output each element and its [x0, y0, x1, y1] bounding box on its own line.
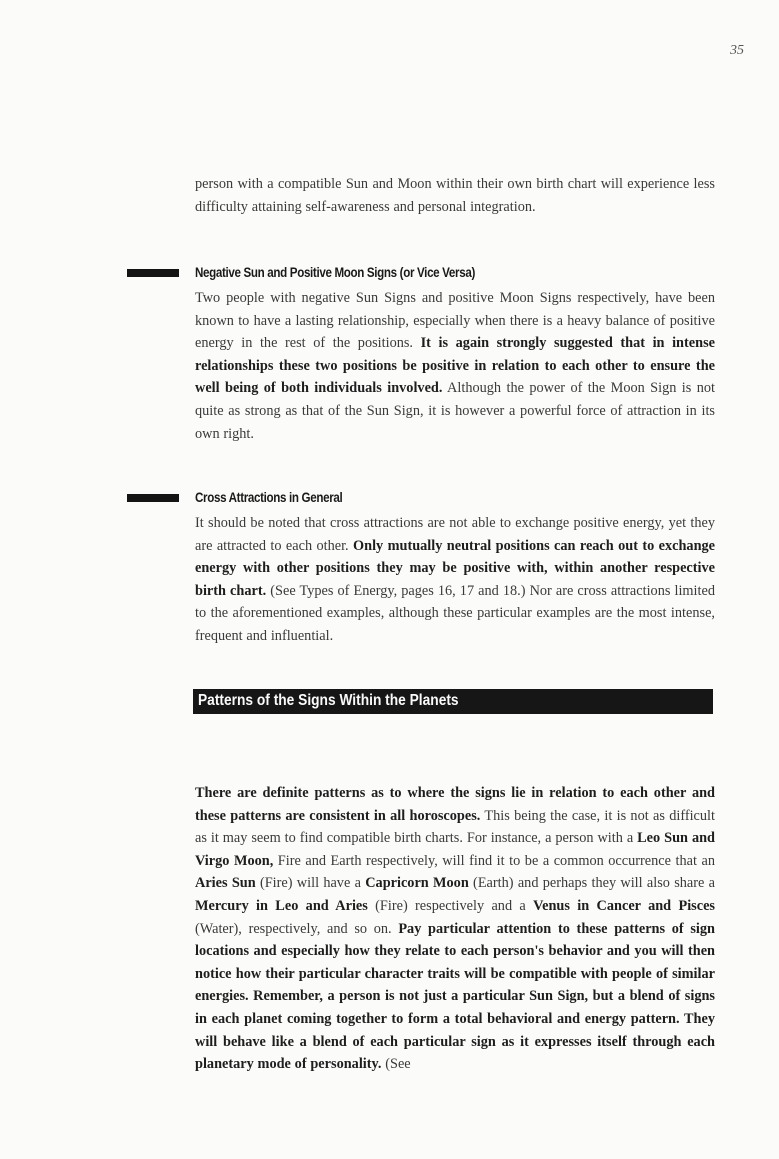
- text-run: (Water), respectively, and so on.: [195, 920, 399, 937]
- section-marker-bar: [127, 269, 179, 277]
- text-run: (Fire) respectively and a: [367, 897, 534, 914]
- text-run: This being the case, it is not as difficult as it may seem to find compatible birth charts. For instance, a person with a: [195, 807, 715, 847]
- intro-paragraph: person with a compatible Sun and Moon within their own birth chart will experience less difficulty attaining self-awareness and personal integration.: [195, 176, 715, 215]
- section-heading: Negative Sun and Positive Moon Signs (or Vice Versa): [195, 265, 475, 280]
- text-run: (Fire) will have a: [255, 875, 366, 892]
- bold-text-run: Pay particular attention to these patterns of sign locations and especially how they relate to each person's behavior and you will then notice how their particular character traits will be compatible with people of similar energies. Remember, a person is not just a particular Sun Sign, but a blend of signs in each planet coming together to form a total behavioral and energy pattern. They will behave like a blend of each particular sign as it expresses itself through each planetary mode of personality.: [195, 920, 716, 1073]
- text-run: Fire and Earth respectively, will find it to be a common occurrence that an: [273, 852, 715, 869]
- text-run: (Earth) and perhaps they will also share a: [468, 875, 715, 892]
- bold-text-run: Capricorn Moon: [365, 875, 469, 892]
- text-run: It should be noted that cross attractions are not able to exchange positive energy, yet they are attracted to each other.: [195, 515, 715, 554]
- bold-text-run: Venus in Cancer and Pisces: [533, 897, 715, 914]
- text-run: (See: [381, 1056, 411, 1073]
- text-run: (See Types of Energy, pages 16, 17 and 18.) Nor are cross attractions limited to the aforementioned examples, although these particular examples are the most intense, frequent and influential.: [195, 582, 715, 644]
- page-number: 35: [730, 43, 744, 58]
- text-run: Although the power of the Moon Sign is not quite as strong as that of the Sun Sign, it is however a powerful force of attraction in its own right.: [195, 380, 715, 442]
- bold-text-run: Aries Sun: [195, 875, 256, 892]
- banner-title: Patterns of the Signs Within the Planets: [198, 692, 459, 709]
- bold-text-run: Only mutually neutral positions can reach out to exchange energy with other positions they may be positive with, within another respective birth chart.: [195, 537, 716, 599]
- bold-text-run: Mercury in Leo and Aries: [195, 897, 368, 914]
- section-paragraph: [195, 512, 715, 648]
- section-paragraph: [195, 287, 715, 445]
- section-marker-bar: [127, 494, 179, 502]
- final-paragraph: [195, 782, 715, 1076]
- final-paragraph-block: [195, 782, 715, 1076]
- bold-text-run: There are definite patterns as to where the signs lie in relation to each other and these patterns are consistent in all horoscopes.: [195, 785, 715, 824]
- bold-text-run: Leo Sun and Virgo Moon,: [195, 830, 715, 869]
- chapter-banner: [193, 689, 713, 714]
- bold-text-run: It is again strongly suggested that in intense relationships these two positions be positive in relation to each other to ensure the well being of both individuals involved.: [195, 335, 715, 397]
- intro-paragraph-block: [195, 173, 715, 218]
- text-run: Two people with negative Sun Signs and positive Moon Signs respectively, have been known to have a lasting relationship, especially when there is a heavy balance of positive energy in the rest of the positions.: [195, 290, 715, 352]
- section-heading: Cross Attractions in General: [195, 490, 343, 505]
